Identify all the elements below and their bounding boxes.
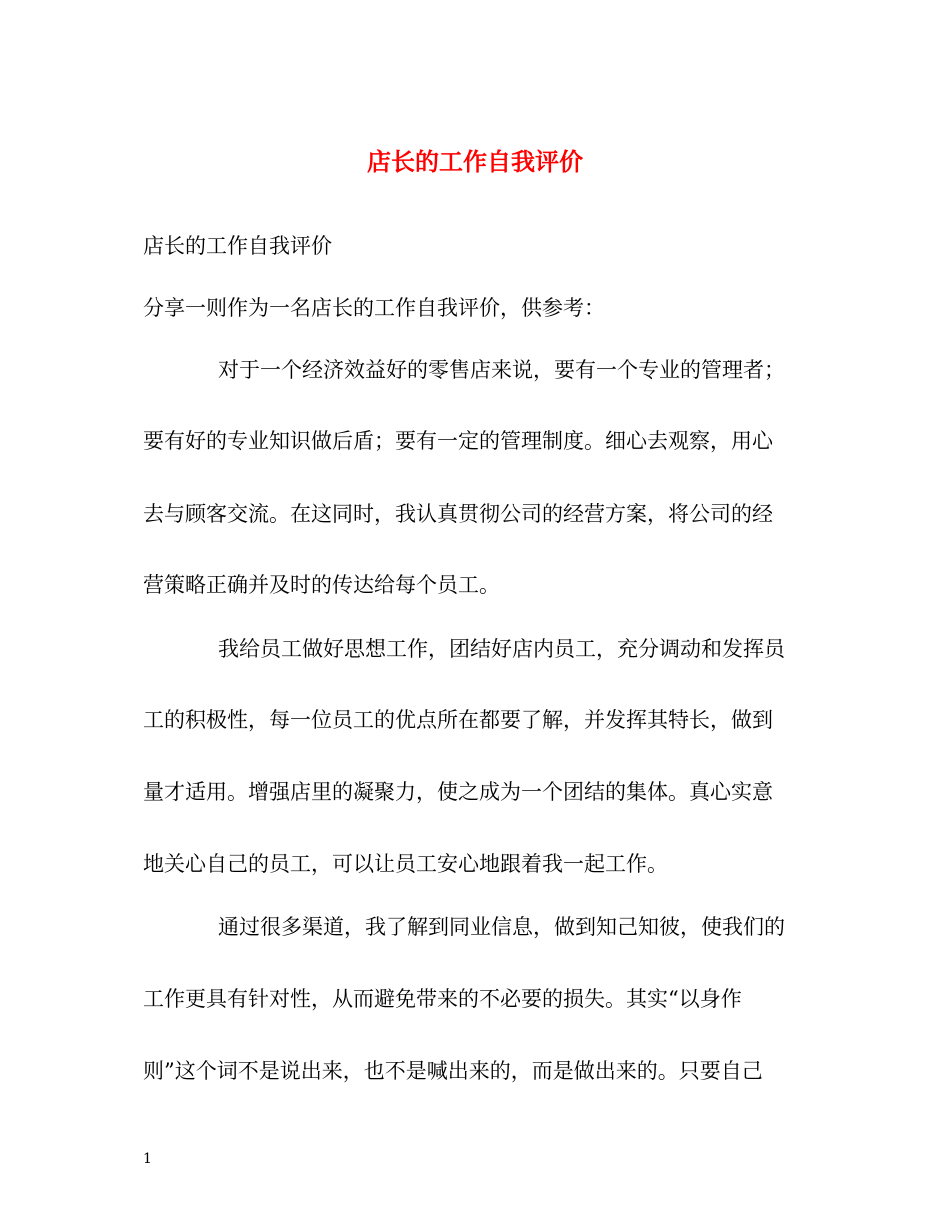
document-subtitle: 店长的工作自我评价: [143, 234, 332, 258]
intro-line: 分享一则作为一名店长的工作自我评价，供参考：: [143, 296, 605, 320]
paragraph-line: 营策略正确并及时的传达给每个员工。: [143, 573, 500, 597]
page-number: 1: [143, 1151, 152, 1167]
paragraph-line: 地关心自己的员工，可以让员工安心地跟着我一起工作。: [143, 852, 668, 876]
paragraph-line: 对于一个经济效益好的零售店来说，要有一个专业的管理者；: [218, 358, 785, 382]
paragraph-line: 工的积极性，每一位员工的优点所在都要了解，并发挥其特长，做到: [143, 708, 773, 732]
paragraph-line: 我给员工做好思想工作，团结好店内员工，充分调动和发挥员: [218, 637, 785, 661]
paragraph-line: 要有好的专业知识做后盾；要有一定的管理制度。细心去观察，用心: [143, 429, 773, 453]
paragraph-line: 通过很多渠道，我了解到同业信息，做到知己知彼，使我们的: [218, 915, 785, 939]
document-title: 店长的工作自我评价: [367, 147, 583, 176]
paragraph-line: 量才适用。增强店里的凝聚力，使之成为一个团结的集体。真心实意: [143, 780, 773, 804]
paragraph-line: 则”这个词不是说出来，也不是喊出来的，而是做出来的。只要自己: [143, 1059, 763, 1083]
paragraph-line: 工作更具有针对性，从而避免带来的不必要的损失。其实“以身作: [143, 987, 742, 1011]
paragraph-line: 去与顾客交流。在这同时，我认真贯彻公司的经营方案，将公司的经: [143, 502, 773, 526]
